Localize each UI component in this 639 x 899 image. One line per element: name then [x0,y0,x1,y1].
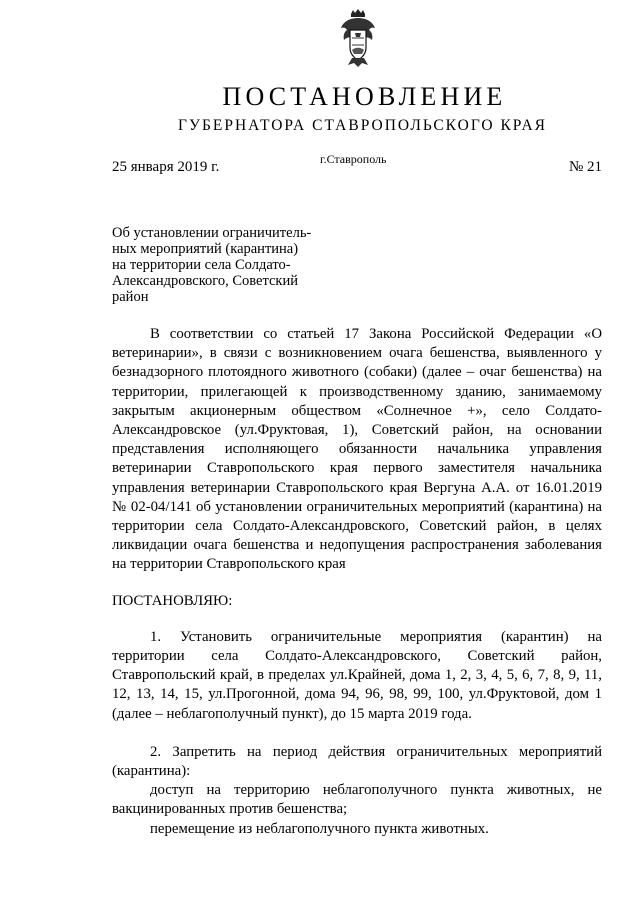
document-subtitle: ГУБЕРНАТОРА СТАВРОПОЛЬСКОГО КРАЯ [178,117,547,134]
item-1-paragraph: 1. Установить ограничительные мероприятия (карантин) на территории села Солдато-Александровского, Советский район, Ставропольский край, в пределах ул.Крайней, дома 1, 2, 3, 4, 5, 6, 7, 8, 9, 11, 12, 13, 14, 15, ул.Прогонной, дома 94, 96, 98, 99, 100, ул.Фруктовой, дом 1 (далее – неблагополучный пункт), до 15 марта 2019 года. [112,628,602,722]
date-row [112,152,602,176]
decree-body [112,325,602,839]
preamble-paragraph: В соответствии со статьей 17 Закона Российской Федерации «О ветеринарии», в связи с возникновением очага бешенства, выявленного у безнадзорного плотоядного животного (собаки) (далее – очаг бешенства) на территории, прилегающей к производственному зданию, занимаемому закрытым акционерным обществом «Солнечное +», село Солдато-Александровское (ул.Фруктовая, 1), Советский район, на основании представления исполняющего обязанности начальника управления ветеринарии Ставропольского края первого заместителя начальника управления ветеринарии Ставропольского края Вергуна А.А. от 16.01.2019 № 02-04/141 об установлении ограничительных мероприятий (карантина) на территории села Солдато-Александровского, Советский район, в целях ликвидации очага бешенства и недопущения распространения заболевания на территории Ставропольского края [112,326,602,573]
decree-word: ПОСТАНОВЛЯЮ: [112,592,233,609]
decree-city: г.Ставрополь [320,152,387,166]
decree-date: 25 января 2019 г. [112,159,220,175]
item-2-sub-2: перемещение из неблагополучного пункта животных. [150,820,489,837]
subject-line: на территории села Солдато- [112,257,291,273]
subject-line: Об установлении ограничитель- [112,225,312,241]
subject-line: Александровского, Советский [112,273,298,289]
item-2-paragraph: 2. Запретить на период действия ограничительных мероприятий (карантина): [112,743,602,780]
stavropol-coat-of-arms-icon [338,8,378,68]
document-title: ПОСТАНОВЛЕНИЕ [222,82,507,111]
item-2-sub-1: доступ на территорию неблагополучного пункта животных, не вакцинированных против бешенства; [112,782,602,818]
subject-line: район [112,289,149,305]
subject-line: ных мероприятий (карантина) [112,241,299,257]
decree-number: № 21 [568,159,602,175]
decree-subject [112,225,352,305]
